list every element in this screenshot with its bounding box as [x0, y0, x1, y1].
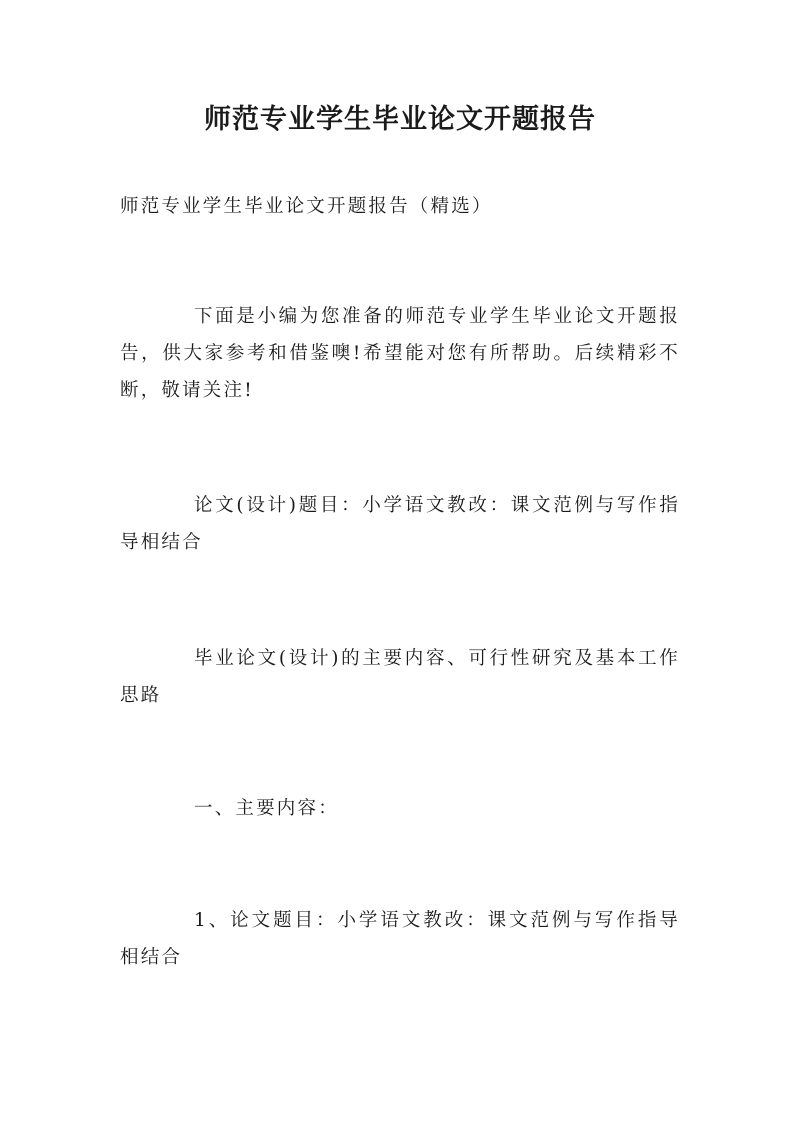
- document-subtitle: 师范专业学生毕业论文开题报告（精选）: [120, 196, 493, 217]
- document-title: 师范专业学生毕业论文开题报告: [204, 104, 596, 135]
- thesis-title-paragraph: 论文(设计)题目：小学语文教改：课文范例与写作指导相结合: [120, 495, 680, 553]
- main-content-heading-paragraph: 毕业论文(设计)的主要内容、可行性研究及基本工作思路: [120, 648, 680, 706]
- section-one-heading: 一、主要内容：: [194, 798, 339, 819]
- intro-paragraph: 下面是小编为您准备的师范专业学生毕业论文开题报告，供大家参考和借鉴噢!希望能对您有所帮助。后续精彩不断，敬请关注!: [120, 306, 680, 401]
- item-one-paragraph: 1、论文题目：小学语文教改：课文范例与写作指导相结合: [120, 910, 680, 968]
